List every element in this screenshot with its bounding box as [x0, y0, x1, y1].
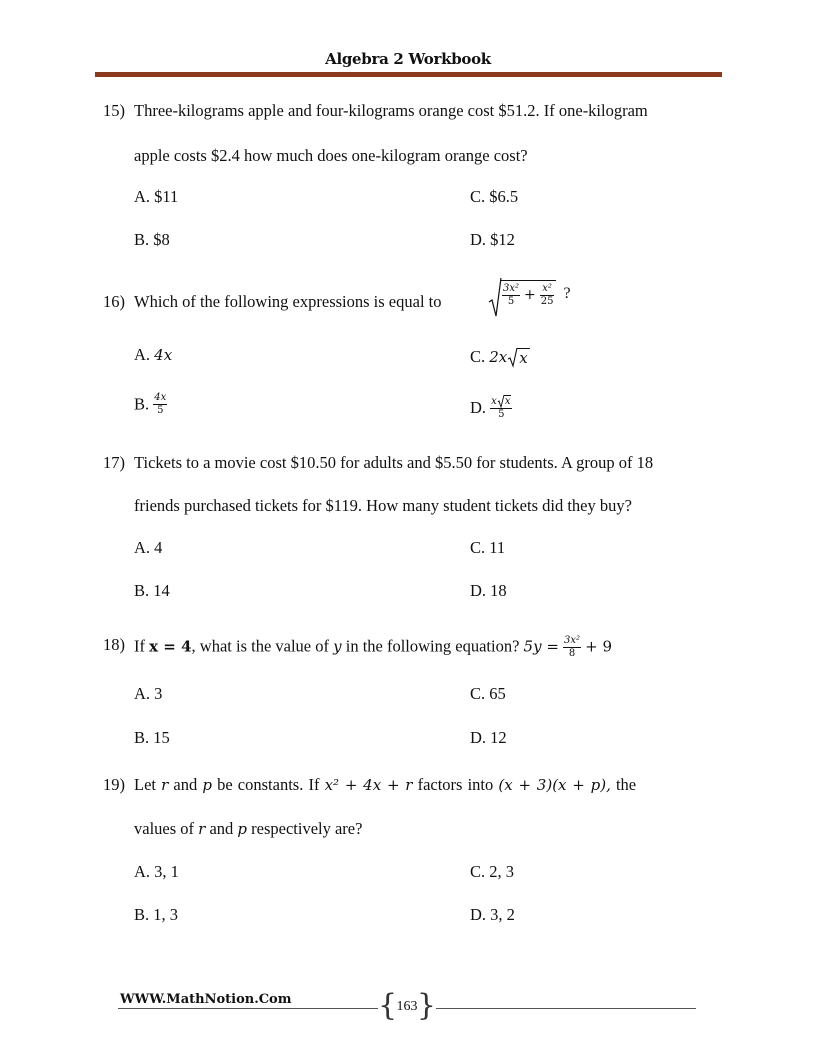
question-text-line-2: friends purchased tickets for $119. How many student tickets did they buy?	[134, 496, 632, 515]
option-b: B. $\frac{4x}{5}$	[134, 392, 167, 416]
radical-expression	[488, 280, 571, 308]
left-brace-icon: {	[378, 988, 398, 1023]
question-text-line-1: Three-kilograms apple and four-kilograms orange cost $51.2. If one-kilogram	[134, 101, 648, 120]
factored-form: (x + 3)(x + p),	[498, 776, 611, 794]
radicand: $\frac{\text{3x²}}{5}$ + $\frac{\text{x²}}{25}$	[500, 280, 556, 308]
option-c: C. 65	[470, 684, 506, 703]
footer-website: WWW.MathNotion.Com	[120, 992, 292, 1007]
header-rule	[95, 72, 722, 77]
option-a: A. 4x	[134, 345, 173, 364]
option-b: B. $8	[134, 230, 170, 249]
question-text-line-2: apple costs $2.4 how much does one-kilogram orange cost?	[134, 146, 528, 165]
option-b: B. 1, 3	[134, 905, 179, 924]
option-c: C. 11	[470, 538, 506, 557]
question-number: 17)	[103, 453, 125, 472]
equation-right: + 9	[585, 637, 613, 656]
option-a: A. 3, 1	[134, 862, 179, 881]
fraction: x x 5	[491, 396, 511, 420]
question-text-line-1	[134, 292, 441, 312]
polynomial: x² + 4x + r	[324, 776, 413, 794]
fraction: $\frac{\text{3x²}}{5}$	[503, 283, 520, 307]
option-b: B. 15	[134, 728, 170, 747]
fraction: $\frac{4x}{5}$	[154, 392, 167, 416]
right-brace-icon: }	[416, 988, 436, 1023]
option-d: D. $12	[470, 230, 515, 249]
page-number-box	[378, 988, 436, 1023]
option-d: D. 18	[470, 581, 507, 600]
option-d: D. 3, 2	[470, 905, 515, 924]
question-number: 18)	[103, 635, 125, 654]
option-d: D. 12	[470, 728, 507, 747]
question-text: Which of the following expressions is equal to	[134, 292, 442, 311]
option-a: A. 3	[134, 684, 163, 703]
page-header-title: Algebra 2 Workbook	[325, 50, 491, 68]
equation-left: 5y =	[523, 637, 559, 656]
question-text-line-2: values of r and p respectively are?	[134, 819, 363, 838]
option-a: A. $11	[134, 187, 179, 206]
question-mark: ?	[563, 285, 571, 302]
square-root: x	[507, 348, 529, 368]
radical-sign-icon	[507, 346, 518, 368]
option-a: A. 4	[134, 538, 163, 557]
option-b: B. 14	[134, 581, 170, 600]
question-number: 16)	[103, 292, 125, 311]
page-number: 163	[396, 999, 418, 1014]
radical-sign-icon	[488, 276, 502, 318]
radical-sign-icon	[497, 394, 505, 408]
fraction: $\frac{\text{x²}}{25}$	[540, 283, 554, 307]
condition: x = 4	[149, 637, 192, 656]
option-c: C. 2x x	[470, 347, 528, 368]
square-root	[488, 280, 556, 308]
question-text-line-1: Tickets to a movie cost $10.50 for adults and $5.50 for students. A group of 18	[134, 453, 654, 472]
question-text-line-1: Let r and p be constants. If x² + 4x + r factors into (x + 3)(x + p), the	[134, 775, 637, 794]
fraction: $\frac{\text{3x²}}{8}$	[564, 635, 581, 659]
question-text-line-1: If x = 4, what is the value of y in the following equation? 5y = $\frac{\text{3x²}}{8}$ + 9	[134, 635, 613, 659]
option-c: C. 2, 3	[470, 862, 515, 881]
option-c: C. $6.5	[470, 187, 519, 206]
question-number: 19)	[103, 775, 125, 794]
option-d: D. x x 5	[470, 396, 511, 420]
question-number: 15)	[103, 101, 125, 120]
